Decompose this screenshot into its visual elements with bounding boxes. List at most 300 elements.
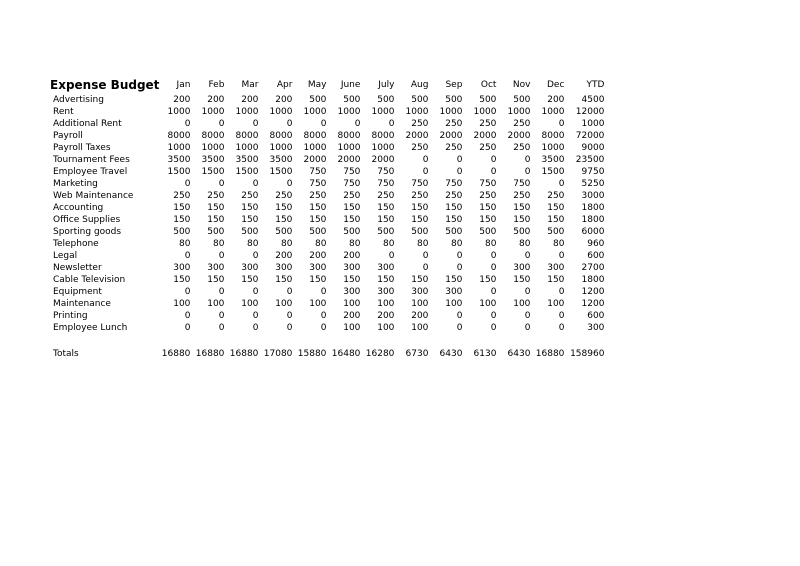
expense-value: 600: [587, 311, 605, 321]
expense-value: 0: [456, 263, 463, 273]
expense-value: 2000: [439, 131, 463, 141]
expense-value: 1800: [581, 275, 605, 285]
expense-row: [50, 154, 607, 166]
expense-value: 0: [184, 311, 191, 321]
expense-value: 1000: [371, 143, 395, 153]
column-header: Aug: [410, 80, 429, 90]
expense-value: 1000: [405, 107, 429, 117]
spacer-row: [50, 334, 607, 348]
expense-value: 0: [524, 323, 531, 333]
expense-value: 100: [377, 323, 395, 333]
expense-value: 500: [479, 95, 497, 105]
expense-value: 0: [558, 287, 565, 297]
expense-value: 0: [320, 311, 327, 321]
expense-row: [50, 322, 607, 334]
expense-row: [50, 286, 607, 298]
expense-value: 500: [513, 95, 531, 105]
expense-row: [50, 166, 607, 178]
expense-value: 80: [518, 239, 531, 249]
totals-label: Totals: [53, 349, 79, 359]
expense-value: 1000: [541, 143, 565, 153]
expense-value: 1500: [201, 167, 225, 177]
expense-value: 300: [275, 263, 293, 273]
expense-value: 150: [377, 275, 395, 285]
expense-value: 750: [411, 179, 429, 189]
totals-section: [50, 334, 607, 360]
expense-value: 5250: [581, 179, 605, 189]
expense-value: 750: [513, 179, 531, 189]
expense-value: 250: [411, 119, 429, 129]
expense-value: 8000: [541, 131, 565, 141]
expense-value: 200: [411, 311, 429, 321]
expense-value: 80: [450, 239, 463, 249]
expense-value: 12000: [575, 107, 605, 117]
expense-value: 0: [558, 323, 565, 333]
expense-value: 0: [490, 323, 497, 333]
expense-value: 250: [547, 191, 565, 201]
expense-value: 1000: [269, 107, 293, 117]
expense-value: 250: [479, 143, 497, 153]
expense-value: 1000: [303, 107, 327, 117]
expense-value: 0: [252, 323, 259, 333]
column-header: Mar: [241, 80, 259, 90]
expense-value: 150: [241, 203, 259, 213]
expense-value: 8000: [167, 131, 191, 141]
expense-value: 250: [377, 191, 395, 201]
expense-value: 500: [411, 95, 429, 105]
expense-value: 0: [320, 323, 327, 333]
expense-value: 0: [422, 155, 429, 165]
expense-value: 1200: [581, 287, 605, 297]
total-value: 6730: [405, 349, 429, 359]
expense-value: 0: [490, 311, 497, 321]
expense-value: 100: [173, 299, 191, 309]
expense-value: 100: [275, 299, 293, 309]
expense-value: 750: [479, 179, 497, 189]
expense-value: 3500: [235, 155, 259, 165]
total-value: 158960: [570, 349, 605, 359]
totals-row: [50, 348, 607, 360]
expense-value: 500: [173, 227, 191, 237]
expense-value: 250: [411, 191, 429, 201]
expense-value: 23500: [575, 155, 605, 165]
total-value: 6430: [439, 349, 463, 359]
expense-label: Payroll Taxes: [53, 143, 111, 153]
expense-value: 1000: [167, 107, 191, 117]
expense-value: 80: [178, 239, 191, 249]
expense-value: 8000: [235, 131, 259, 141]
expense-value: 300: [513, 263, 531, 273]
expense-value: 150: [207, 203, 225, 213]
expense-value: 1000: [303, 143, 327, 153]
expense-value: 8000: [303, 131, 327, 141]
total-value: 16480: [331, 349, 361, 359]
expense-value: 80: [484, 239, 497, 249]
expense-value: 250: [479, 119, 497, 129]
expense-value: 300: [587, 323, 605, 333]
expense-value: 960: [587, 239, 605, 249]
column-header: Nov: [512, 80, 531, 90]
expense-value: 80: [246, 239, 259, 249]
expense-budget-table: [50, 76, 607, 360]
expense-value: 100: [445, 299, 463, 309]
expense-value: 0: [184, 179, 191, 189]
expense-value: 0: [320, 119, 327, 129]
expense-value: 0: [422, 263, 429, 273]
expense-value: 1000: [235, 143, 259, 153]
expense-value: 500: [275, 227, 293, 237]
expense-value: 4500: [581, 95, 605, 105]
total-value: 16280: [365, 349, 395, 359]
expense-value: 150: [241, 275, 259, 285]
expense-row: [50, 226, 607, 238]
expense-value: 0: [184, 251, 191, 261]
expense-value: 150: [309, 203, 327, 213]
expense-value: 1500: [269, 167, 293, 177]
expense-value: 0: [524, 287, 531, 297]
expense-value: 200: [309, 251, 327, 261]
total-value: 6130: [473, 349, 497, 359]
expense-row: [50, 106, 607, 118]
expense-value: 300: [309, 263, 327, 273]
expense-row: [50, 190, 607, 202]
expense-value: 2000: [507, 131, 531, 141]
expense-rows: [50, 94, 607, 334]
expense-label: Accounting: [53, 203, 104, 213]
total-value: 6430: [507, 349, 531, 359]
expense-value: 0: [388, 119, 395, 129]
expense-row: [50, 262, 607, 274]
expense-value: 8000: [371, 131, 395, 141]
column-header: Oct: [480, 80, 497, 90]
expense-label: Printing: [53, 311, 88, 321]
expense-value: 500: [377, 227, 395, 237]
expense-value: 200: [547, 95, 565, 105]
expense-value: 100: [309, 299, 327, 309]
expense-value: 150: [513, 215, 531, 225]
expense-value: 1000: [337, 107, 361, 117]
expense-value: 0: [184, 287, 191, 297]
total-value: 15880: [297, 349, 327, 359]
expense-value: 1000: [541, 107, 565, 117]
expense-value: 150: [275, 215, 293, 225]
expense-value: 2000: [473, 131, 497, 141]
expense-label: Marketing: [53, 179, 98, 189]
expense-value: 1000: [473, 107, 497, 117]
expense-value: 500: [343, 227, 361, 237]
total-value: 16880: [535, 349, 565, 359]
expense-label: Maintenance: [53, 299, 111, 309]
expense-value: 100: [547, 299, 565, 309]
expense-row: [50, 94, 607, 106]
expense-value: 3500: [167, 155, 191, 165]
expense-value: 0: [252, 119, 259, 129]
column-header: June: [340, 80, 361, 90]
expense-value: 1000: [439, 107, 463, 117]
expense-value: 150: [377, 215, 395, 225]
column-header: July: [378, 80, 395, 90]
expense-value: 0: [252, 251, 259, 261]
expense-value: 0: [286, 119, 293, 129]
expense-value: 250: [445, 191, 463, 201]
expense-value: 80: [280, 239, 293, 249]
expense-value: 0: [524, 155, 531, 165]
expense-value: 0: [218, 323, 225, 333]
expense-value: 600: [587, 251, 605, 261]
expense-value: 3500: [201, 155, 225, 165]
column-header: YTD: [586, 80, 605, 90]
expense-value: 150: [207, 275, 225, 285]
expense-value: 0: [490, 155, 497, 165]
expense-value: 1000: [201, 143, 225, 153]
expense-value: 0: [490, 287, 497, 297]
expense-value: 3500: [541, 155, 565, 165]
expense-value: 150: [241, 215, 259, 225]
expense-value: 150: [547, 203, 565, 213]
expense-label: Legal: [53, 251, 78, 261]
expense-value: 1000: [167, 143, 191, 153]
expense-value: 100: [479, 299, 497, 309]
expense-value: 0: [218, 311, 225, 321]
header-row: [50, 76, 607, 94]
expense-value: 0: [524, 311, 531, 321]
expense-value: 500: [547, 227, 565, 237]
expense-value: 0: [558, 179, 565, 189]
expense-value: 150: [411, 215, 429, 225]
expense-value: 0: [558, 119, 565, 129]
expense-value: 300: [377, 287, 395, 297]
expense-label: Tournament Fees: [53, 155, 130, 165]
expense-value: 150: [173, 215, 191, 225]
expense-label: Employee Lunch: [53, 323, 128, 333]
expense-value: 0: [456, 311, 463, 321]
expense-value: 3000: [581, 191, 605, 201]
expense-value: 150: [547, 215, 565, 225]
expense-value: 0: [184, 119, 191, 129]
expense-value: 100: [411, 323, 429, 333]
expense-value: 300: [207, 263, 225, 273]
expense-label: Employee Travel: [53, 167, 128, 177]
expense-value: 150: [513, 203, 531, 213]
column-header: Feb: [208, 80, 225, 90]
total-value: 16880: [229, 349, 259, 359]
expense-value: 200: [275, 95, 293, 105]
expense-budget-sheet: [50, 76, 607, 360]
expense-value: 0: [524, 167, 531, 177]
expense-label: Office Supplies: [53, 215, 121, 225]
expense-value: 300: [343, 287, 361, 297]
expense-value: 150: [547, 275, 565, 285]
expense-value: 80: [552, 239, 565, 249]
expense-value: 1500: [167, 167, 191, 177]
expense-value: 200: [207, 95, 225, 105]
expense-value: 0: [422, 167, 429, 177]
expense-value: 150: [343, 203, 361, 213]
expense-value: 500: [445, 227, 463, 237]
expense-value: 100: [241, 299, 259, 309]
expense-row: [50, 202, 607, 214]
expense-value: 300: [343, 263, 361, 273]
expense-value: 150: [479, 203, 497, 213]
expense-value: 750: [377, 167, 395, 177]
expense-value: 300: [173, 263, 191, 273]
expense-row: [50, 214, 607, 226]
total-value: 17080: [263, 349, 293, 359]
expense-value: 72000: [575, 131, 605, 141]
expense-value: 150: [275, 203, 293, 213]
expense-value: 0: [456, 323, 463, 333]
expense-value: 250: [513, 143, 531, 153]
expense-value: 9750: [581, 167, 605, 177]
expense-value: 150: [343, 275, 361, 285]
expense-row: [50, 238, 607, 250]
expense-value: 750: [445, 179, 463, 189]
expense-value: 0: [218, 179, 225, 189]
expense-value: 250: [309, 191, 327, 201]
expense-label: Equipment: [53, 287, 102, 297]
expense-value: 8000: [337, 131, 361, 141]
expense-value: 250: [241, 191, 259, 201]
expense-value: 1000: [201, 107, 225, 117]
expense-value: 9000: [581, 143, 605, 153]
expense-value: 0: [252, 179, 259, 189]
expense-value: 0: [354, 119, 361, 129]
expense-value: 1500: [541, 167, 565, 177]
expense-value: 0: [456, 155, 463, 165]
expense-value: 750: [343, 179, 361, 189]
expense-value: 100: [513, 299, 531, 309]
expense-value: 100: [343, 323, 361, 333]
expense-row: [50, 298, 607, 310]
expense-value: 3500: [269, 155, 293, 165]
expense-label: Cable Television: [53, 275, 126, 285]
expense-value: 200: [275, 251, 293, 261]
expense-row: [50, 250, 607, 262]
column-header: Jan: [176, 80, 191, 90]
expense-value: 0: [286, 287, 293, 297]
expense-value: 750: [309, 167, 327, 177]
expense-value: 500: [445, 95, 463, 105]
expense-value: 150: [343, 215, 361, 225]
expense-value: 100: [207, 299, 225, 309]
expense-value: 80: [382, 239, 395, 249]
expense-value: 250: [513, 119, 531, 129]
expense-value: 300: [241, 263, 259, 273]
expense-value: 1200: [581, 299, 605, 309]
expense-value: 100: [377, 299, 395, 309]
expense-value: 200: [343, 251, 361, 261]
expense-value: 150: [309, 275, 327, 285]
expense-value: 750: [377, 179, 395, 189]
total-value: 16880: [195, 349, 225, 359]
expense-value: 0: [558, 251, 565, 261]
expense-value: 150: [173, 203, 191, 213]
expense-label: Additional Rent: [53, 119, 122, 129]
expense-value: 250: [411, 143, 429, 153]
sheet-title: Expense Budget: [50, 78, 160, 92]
expense-value: 250: [275, 191, 293, 201]
column-header: Sep: [445, 80, 463, 90]
expense-value: 150: [479, 215, 497, 225]
expense-value: 250: [343, 191, 361, 201]
expense-value: 1000: [371, 107, 395, 117]
expense-value: 2000: [371, 155, 395, 165]
expense-value: 0: [490, 263, 497, 273]
expense-value: 250: [445, 119, 463, 129]
expense-value: 2000: [405, 131, 429, 141]
expense-value: 2000: [303, 155, 327, 165]
expense-value: 150: [445, 275, 463, 285]
expense-value: 500: [207, 227, 225, 237]
expense-value: 6000: [581, 227, 605, 237]
expense-value: 150: [173, 275, 191, 285]
expense-value: 1000: [337, 143, 361, 153]
total-value: 16880: [161, 349, 191, 359]
expense-value: 500: [513, 227, 531, 237]
expense-value: 500: [241, 227, 259, 237]
expense-value: 0: [286, 179, 293, 189]
expense-value: 0: [252, 311, 259, 321]
expense-value: 0: [422, 251, 429, 261]
expense-value: 250: [445, 143, 463, 153]
expense-value: 8000: [201, 131, 225, 141]
expense-value: 0: [490, 167, 497, 177]
expense-value: 250: [207, 191, 225, 201]
expense-value: 0: [320, 287, 327, 297]
expense-value: 150: [445, 203, 463, 213]
expense-value: 0: [184, 323, 191, 333]
expense-value: 500: [343, 95, 361, 105]
expense-value: 150: [377, 203, 395, 213]
expense-value: 150: [479, 275, 497, 285]
expense-value: 750: [343, 167, 361, 177]
column-header: May: [307, 80, 327, 90]
expense-value: 80: [314, 239, 327, 249]
expense-label: Telephone: [53, 239, 99, 249]
expense-value: 1000: [581, 119, 605, 129]
expense-value: 0: [218, 287, 225, 297]
expense-value: 0: [218, 119, 225, 129]
expense-label: Sporting goods: [53, 227, 122, 237]
expense-label: Payroll: [53, 131, 83, 141]
expense-value: 300: [411, 287, 429, 297]
expense-value: 0: [524, 251, 531, 261]
expense-value: 200: [241, 95, 259, 105]
expense-value: 0: [218, 251, 225, 261]
expense-value: 300: [547, 263, 565, 273]
expense-value: 0: [456, 251, 463, 261]
expense-value: 1800: [581, 215, 605, 225]
expense-value: 1000: [235, 107, 259, 117]
expense-value: 500: [377, 95, 395, 105]
expense-row: [50, 274, 607, 286]
expense-value: 80: [212, 239, 225, 249]
expense-value: 0: [252, 287, 259, 297]
expense-value: 1000: [507, 107, 531, 117]
expense-value: 500: [411, 227, 429, 237]
expense-value: 300: [445, 287, 463, 297]
expense-value: 0: [456, 167, 463, 177]
expense-value: 150: [275, 275, 293, 285]
expense-value: 500: [479, 227, 497, 237]
expense-label: Advertising: [53, 95, 104, 105]
expense-value: 100: [411, 299, 429, 309]
expense-value: 200: [173, 95, 191, 105]
expense-row: [50, 118, 607, 130]
expense-value: 150: [411, 203, 429, 213]
expense-value: 150: [309, 215, 327, 225]
expense-row: [50, 130, 607, 142]
